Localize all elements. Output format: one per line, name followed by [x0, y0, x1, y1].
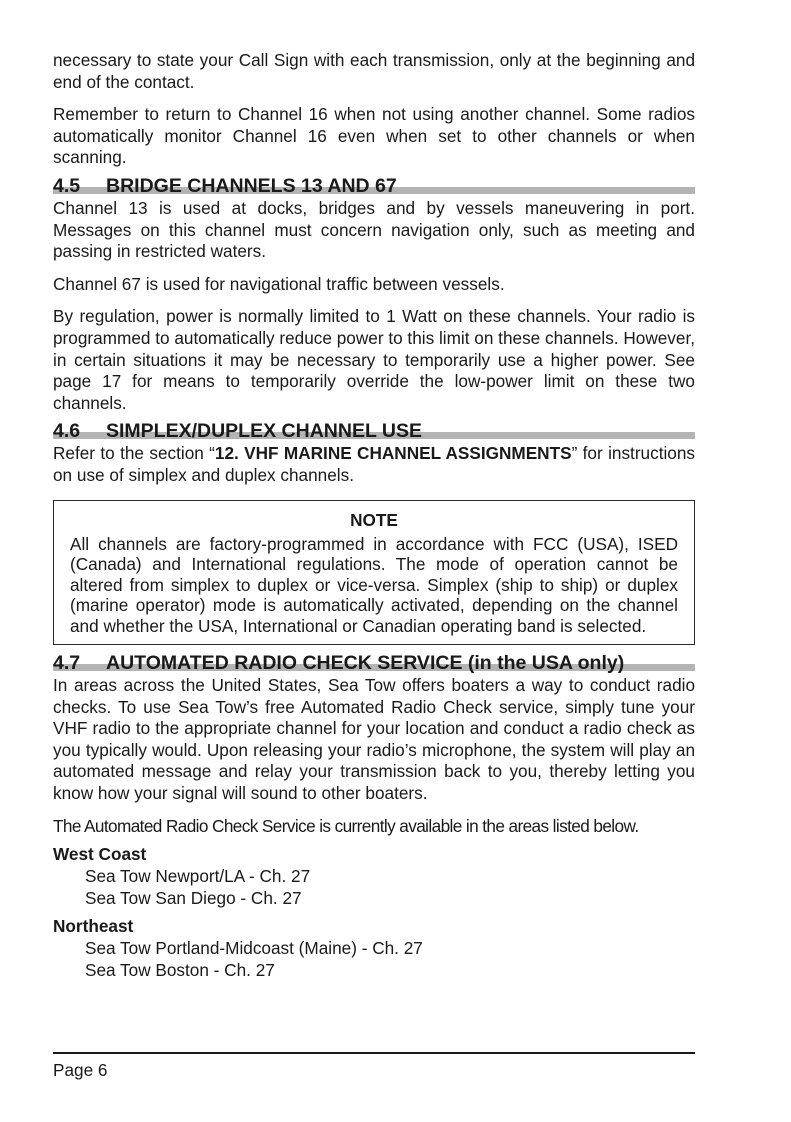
section-title: AUTOMATED RADIO CHECK SERVICE (in the USA only) [106, 652, 625, 674]
region-heading: West Coast [53, 844, 147, 865]
list-item: Sea Tow Boston - Ch. 27 [85, 960, 275, 981]
list-item: Sea Tow San Diego - Ch. 27 [85, 888, 302, 909]
intro-paragraph: necessary to state your Call Sign with each transmission, only at the beginning and end of the contact. [53, 50, 695, 92]
section-reference: 12. VHF MARINE CHANNEL ASSIGNMENTS [214, 443, 572, 464]
section-paragraph: The Automated Radio Check Service is currently available in the areas listed below. [53, 815, 639, 836]
note-text: All channels are factory-programmed in accordance with FCC (USA), ISED (Canada) and International regulations. The mode of operation cannot be altered from simplex to duplex or vice-versa. Simplex (ship to ship) or duplex (marine operator) mode is automatically activated, depending on the channel and whether the USA, International or Canadian operating band is selected. [70, 533, 678, 636]
section-title: SIMPLEX/DUPLEX CHANNEL USE [106, 420, 423, 443]
section-paragraph: Channel 13 is used at docks, bridges and by vessels maneuvering in port. Messages on this channel must concern navigation only, such as meeting and passing in restricted waters. [53, 197, 695, 262]
region-heading: Northeast [53, 916, 134, 937]
section-heading-4-5 [53, 174, 695, 198]
note-title: NOTE [350, 509, 398, 530]
note-box [53, 500, 695, 646]
section-heading-4-7 [53, 651, 695, 675]
intro-paragraph: Remember to return to Channel 16 when not using another channel. Some radios automatically monitor Channel 16 even when set to other channels or when scanning. [53, 104, 695, 168]
list-item: Sea Tow Newport/LA - Ch. 27 [85, 866, 311, 887]
region-list [53, 843, 695, 981]
section-number: 4.5 [53, 174, 81, 197]
section-heading-4-6 [53, 419, 695, 443]
page-number: Page 6 [53, 1060, 108, 1080]
section-number: 4.7 [53, 652, 81, 674]
page-content [53, 50, 695, 981]
section-paragraph: Refer to the section “12. VHF MARINE CHANNEL ASSIGNMENTS” for instructions on use of simplex and duplex channels. [53, 443, 696, 485]
page-footer [53, 1052, 695, 1081]
list-item: Sea Tow Portland-Midcoast (Maine) - Ch. 27 [85, 938, 423, 959]
section-paragraph: Channel 67 is used for navigational traffic between vessels. [53, 273, 505, 294]
section-paragraph: In areas across the United States, Sea Tow offers boaters a way to conduct radio checks. To use Sea Tow’s free Automated Radio Check service, simply tune your VHF radio to the appropriate channel for your location and conduct a radio check as you typically would. Upon releasing your radio’s microphone, the system will play an automated message and relay your transmission back to you, thereby letting you know how your signal will sound to other boaters. [53, 675, 695, 803]
section-paragraph: By regulation, power is normally limited to 1 Watt on these channels. Your radio is programmed to automatically reduce power to this limit on these channels. However, in certain situations it may be necessary to temporarily use a higher power. See page 17 for means to temporarily override the low-power limit on these two channels. [53, 306, 695, 413]
section-number: 4.6 [53, 420, 81, 443]
section-title: BRIDGE CHANNELS 13 AND 67 [106, 174, 397, 197]
